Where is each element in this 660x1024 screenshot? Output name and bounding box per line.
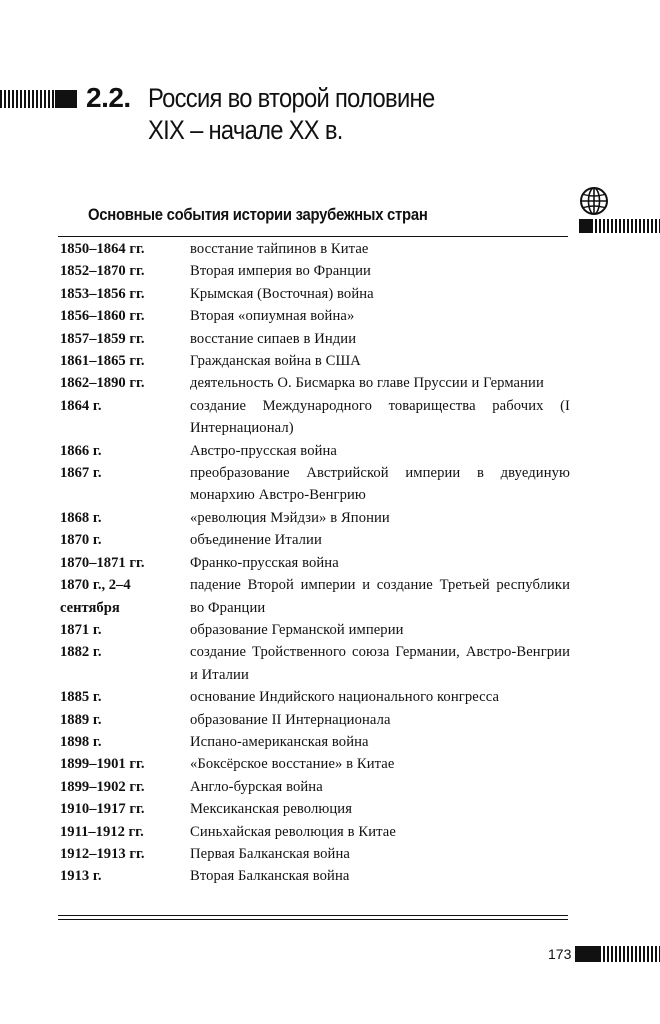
event-row xyxy=(60,686,570,708)
event-text: Крымская (Восточная) война xyxy=(190,285,374,302)
event-text: создание Тройственного союза Германии, Австро-Венгрии и Италии xyxy=(190,644,570,683)
event-text: «революция Мэйдзи» в Японии xyxy=(190,509,390,526)
event-row xyxy=(60,776,570,798)
side-decorative-stripes xyxy=(579,219,660,233)
page-number: 173 xyxy=(548,946,572,962)
event-date: 1911–1912 гг. xyxy=(60,823,144,840)
header-decorative-stripes xyxy=(0,90,77,108)
event-row xyxy=(60,350,570,372)
event-text: Австро-прусская война xyxy=(190,442,337,459)
event-text: деятельность О. Бисмарка во главе Пруссии и Германии xyxy=(190,375,544,392)
event-date: 1857–1859 гг. xyxy=(60,330,145,347)
event-text: Вторая «опиумная война» xyxy=(190,308,355,325)
event-date: 1866 г. xyxy=(60,442,102,459)
event-row xyxy=(60,709,570,731)
event-row xyxy=(60,462,570,507)
footer-decorative-stripes xyxy=(575,946,660,962)
event-text: Первая Балканская война xyxy=(190,845,350,862)
event-row xyxy=(60,798,570,820)
event-date: 1882 г. xyxy=(60,644,102,661)
event-date: 1870–1871 гг. xyxy=(60,554,145,571)
event-date: 1856–1860 гг. xyxy=(60,308,145,325)
event-row xyxy=(60,507,570,529)
events-table xyxy=(60,238,570,888)
event-date: 1885 г. xyxy=(60,689,102,706)
event-row xyxy=(60,731,570,753)
event-date: 1868 г. xyxy=(60,509,102,526)
event-date: 1862–1890 гг. xyxy=(60,375,145,392)
event-date: 1867 г. xyxy=(60,465,102,482)
event-date: 1853–1856 гг. xyxy=(60,285,145,302)
event-row xyxy=(60,552,570,574)
event-row xyxy=(60,529,570,551)
event-row xyxy=(60,641,570,686)
event-row xyxy=(60,328,570,350)
event-text: образование II Интернационала xyxy=(190,711,391,728)
section-title: Россия во второй половине XIX – начале XX в. xyxy=(148,83,435,145)
event-text: Синьхайская революция в Китае xyxy=(190,823,396,840)
event-date: 1898 г. xyxy=(60,733,102,750)
event-row xyxy=(60,865,570,887)
event-row xyxy=(60,821,570,843)
event-text: падение Второй империи и создание Третьей республики во Франции xyxy=(190,577,570,616)
event-date: 1852–1870 гг. xyxy=(60,263,145,280)
event-text: создание Международного товарищества рабочих (I Интернационал) xyxy=(190,397,570,437)
event-text: преобразование Австрийской империи в двуединую монархию Австро-Венгрию xyxy=(190,465,570,504)
event-row xyxy=(60,395,570,440)
event-text: восстание тайпинов в Китае xyxy=(190,241,369,257)
section-number: 2.2. xyxy=(86,82,131,113)
event-date: 1899–1901 гг. xyxy=(60,756,145,773)
event-text: «Боксёрское восстание» в Китае xyxy=(190,756,395,773)
table-top-rule xyxy=(58,236,568,237)
event-text: образование Германской империи xyxy=(190,621,404,638)
globe-icon xyxy=(579,186,609,216)
event-text: объединение Италии xyxy=(190,532,322,549)
event-text: Вторая империя во Франции xyxy=(190,263,371,280)
event-date: 1870 г., 2–4 сентября xyxy=(60,577,131,616)
event-date: 1889 г. xyxy=(60,711,102,728)
event-date: 1850–1864 гг. xyxy=(60,241,145,257)
event-date: 1899–1902 гг. xyxy=(60,778,145,795)
event-date: 1913 г. xyxy=(60,868,102,885)
event-row xyxy=(60,619,570,641)
event-text: основание Индийского национального конгресса xyxy=(190,689,500,706)
event-text: Франко-прусская война xyxy=(190,554,339,571)
event-row xyxy=(60,372,570,394)
event-date: 1871 г. xyxy=(60,621,102,638)
event-text: Мексиканская революция xyxy=(190,801,353,818)
event-row xyxy=(60,440,570,462)
event-row xyxy=(60,260,570,282)
event-row xyxy=(60,238,570,260)
event-row xyxy=(60,753,570,775)
subheading: Основные события истории зарубежных стран xyxy=(88,206,428,224)
event-text: Англо-бурская война xyxy=(190,778,323,795)
event-date: 1910–1917 гг. xyxy=(60,801,145,818)
event-text: Вторая Балканская война xyxy=(190,868,350,885)
table-bottom-rule-double xyxy=(58,919,568,920)
event-date: 1861–1865 гг. xyxy=(60,353,145,370)
table-bottom-rule xyxy=(58,915,568,916)
event-row xyxy=(60,574,570,619)
event-date: 1864 г. xyxy=(60,397,102,414)
event-row xyxy=(60,843,570,865)
event-row xyxy=(60,305,570,327)
event-text: Гражданская война в США xyxy=(190,353,361,370)
event-date: 1870 г. xyxy=(60,532,102,549)
event-text: Испано-американская война xyxy=(190,733,369,750)
event-row xyxy=(60,283,570,305)
event-text: восстание сипаев в Индии xyxy=(190,330,357,347)
event-date: 1912–1913 гг. xyxy=(60,845,145,862)
